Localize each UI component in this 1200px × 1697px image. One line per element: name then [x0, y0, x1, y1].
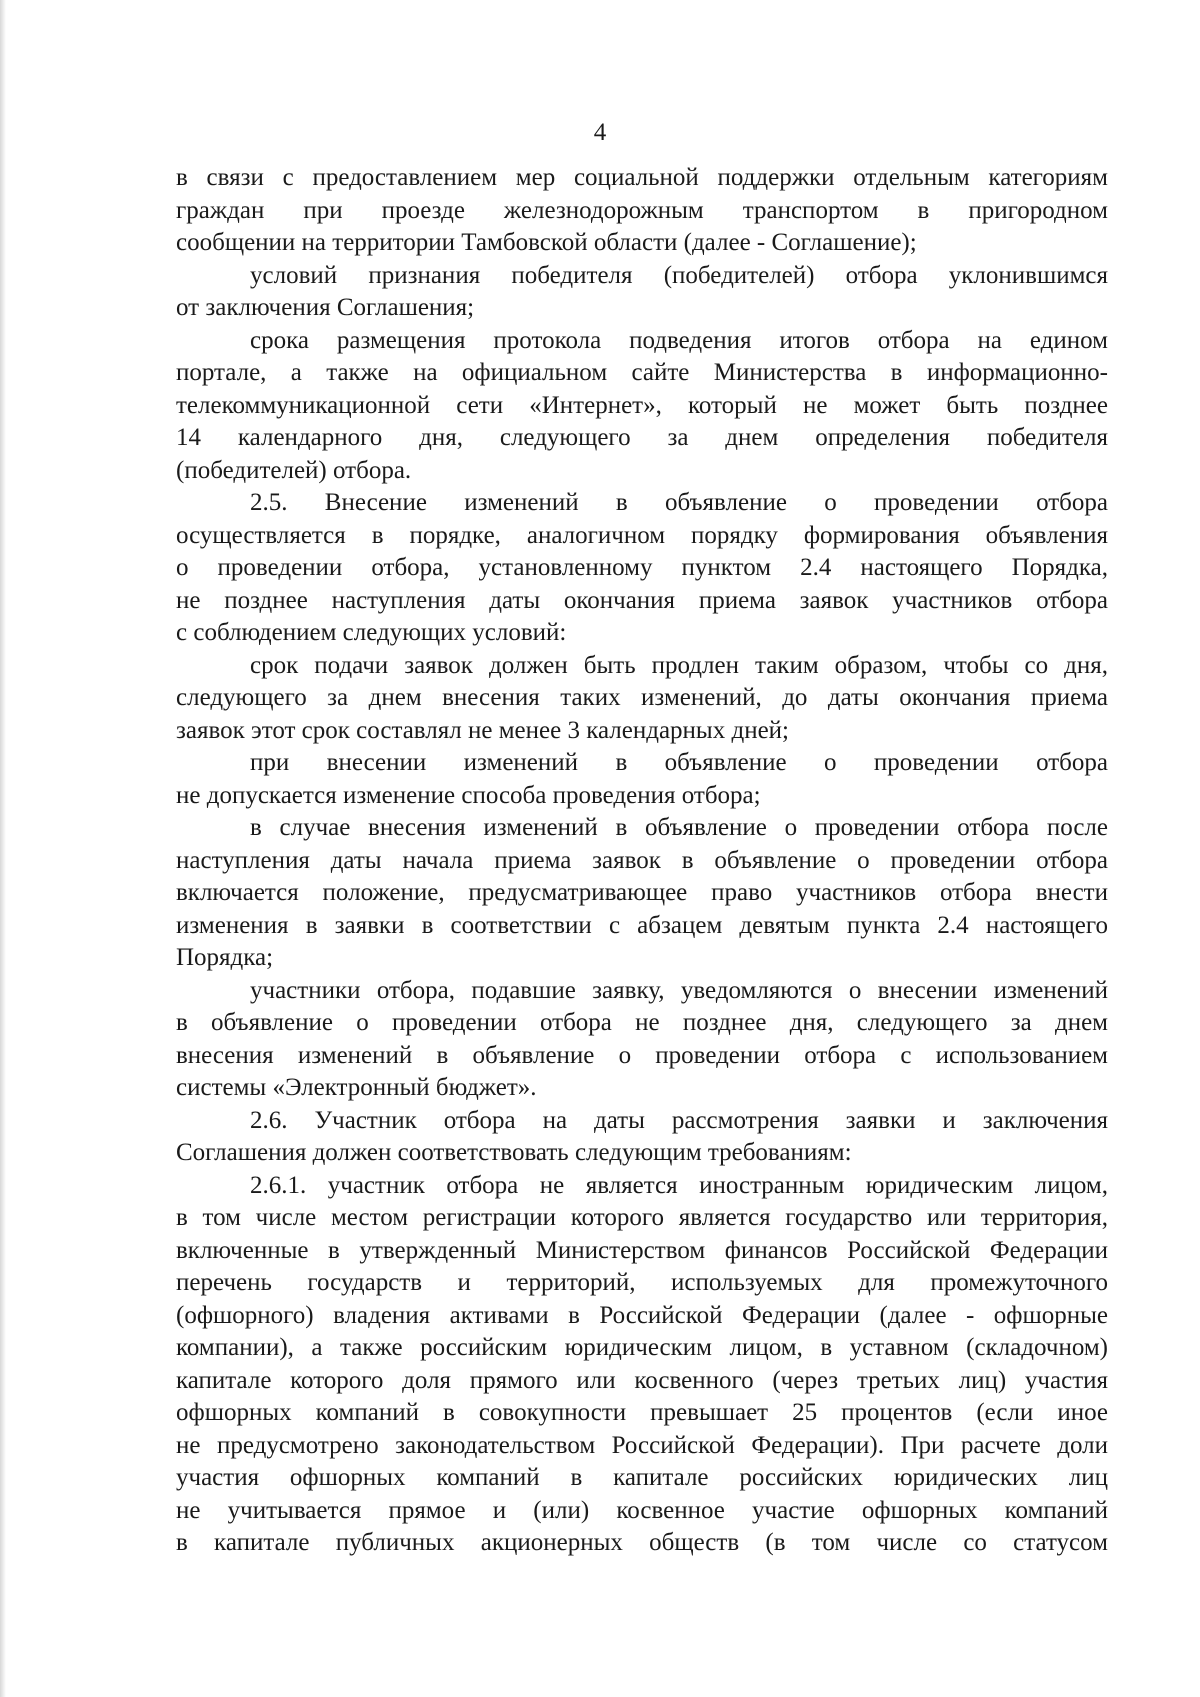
- scan-edge-shadow: [0, 0, 6, 1697]
- text-line: системы «Электронный бюджет».: [176, 1074, 537, 1101]
- page-number: 4: [593, 119, 607, 146]
- text-line: Порядка;: [176, 944, 274, 971]
- text-line: 2.6.1. участник отбора не является иностранным юридическим лицом,: [250, 1171, 1108, 1199]
- text-line: не допускается изменение способа проведения отбора;: [176, 781, 761, 809]
- text-line: (победителей) отбора.: [176, 456, 412, 484]
- text-line: сообщении на территории Тамбовской области (далее - Соглашение);: [176, 229, 917, 256]
- text-line: в том числе местом регистрации которого является государство или территория,: [176, 1204, 1108, 1231]
- text-line: заявок этот срок составлял не менее 3 календарных дней;: [176, 716, 789, 744]
- text-line: осуществляется в порядке, аналогичном порядку формирования объявления: [176, 521, 1108, 549]
- text-line: следующего за днем внесения таких изменений, до даты окончания приема: [176, 684, 1108, 711]
- text-line: в объявление о проведении отбора не позднее дня, следующего за днем: [176, 1009, 1108, 1036]
- text-line: от заключения Соглашения;: [176, 294, 475, 321]
- text-line: не учитывается прямое и (или) косвенное участие офшорных компаний: [176, 1496, 1108, 1524]
- text-line: с соблюдением следующих условий:: [176, 619, 567, 646]
- text-line: не позднее наступления даты окончания приема заявок участников отбора: [176, 586, 1108, 614]
- text-line: наступления даты начала приема заявок в объявление о проведении отбора: [176, 846, 1108, 874]
- text-line: условий признания победителя (победителей) отбора уклонившимся: [250, 261, 1108, 289]
- text-line: включается положение, предусматривающее право участников отбора внести: [176, 879, 1108, 906]
- text-line: срок подачи заявок должен быть продлен таким образом, чтобы со дня,: [250, 651, 1108, 679]
- text-line: капитале которого доля прямого или косвенного (через третьих лиц) участия: [176, 1366, 1108, 1394]
- text-line: компании), а также российским юридическим лицом, в уставном (складочном): [176, 1334, 1108, 1361]
- document-body: [176, 162, 1108, 1560]
- text-line: о проведении отбора, установленному пунктом 2.4 настоящего Порядка,: [176, 554, 1108, 581]
- text-line: включенные в утвержденный Министерством финансов Российской Федерации: [176, 1236, 1108, 1264]
- text-line: при внесении изменений в объявление о проведении отбора: [250, 749, 1108, 776]
- text-line: срока размещения протокола подведения итогов отбора на едином: [250, 326, 1108, 354]
- text-line: изменения в заявки в соответствии с абзацем девятым пункта 2.4 настоящего: [176, 911, 1108, 939]
- text-line: граждан при проезде железнодорожным транспортом в пригородном: [176, 196, 1108, 224]
- text-line: перечень государств и территорий, используемых для промежуточного: [176, 1269, 1108, 1296]
- text-line: внесения изменений в объявление о проведении отбора с использованием: [176, 1041, 1108, 1069]
- text-line: портале, а также на официальном сайте Министерства в информационно-: [176, 359, 1108, 386]
- text-line: участники отбора, подавшие заявку, уведомляются о внесении изменений: [250, 976, 1108, 1004]
- text-line: в капитале публичных акционерных обществ (в том числе со статусом: [176, 1529, 1108, 1556]
- text-line: Соглашения должен соответствовать следующим требованиям:: [176, 1139, 852, 1166]
- text-line: не предусмотрено законодательством Российской Федерации). При расчете доли: [176, 1431, 1108, 1459]
- text-line: 14 календарного дня, следующего за днем определения победителя: [176, 424, 1108, 451]
- text-line: в связи с предоставлением мер социальной поддержки отдельным категориям: [176, 164, 1108, 191]
- text-line: телекоммуникационной сети «Интернет», который не может быть позднее: [176, 391, 1108, 419]
- text-line: 2.5. Внесение изменений в объявление о проведении отбора: [250, 489, 1108, 516]
- text-line: офшорных компаний в совокупности превышает 25 процентов (если иное: [176, 1399, 1108, 1426]
- text-line: участия офшорных компаний в капитале российских юридических лиц: [176, 1464, 1108, 1491]
- text-line: 2.6. Участник отбора на даты рассмотрения заявки и заключения: [250, 1106, 1108, 1134]
- text-line: в случае внесения изменений в объявление о проведении отбора после: [250, 814, 1108, 841]
- text-line: (офшорного) владения активами в Российской Федерации (далее - офшорные: [176, 1301, 1108, 1329]
